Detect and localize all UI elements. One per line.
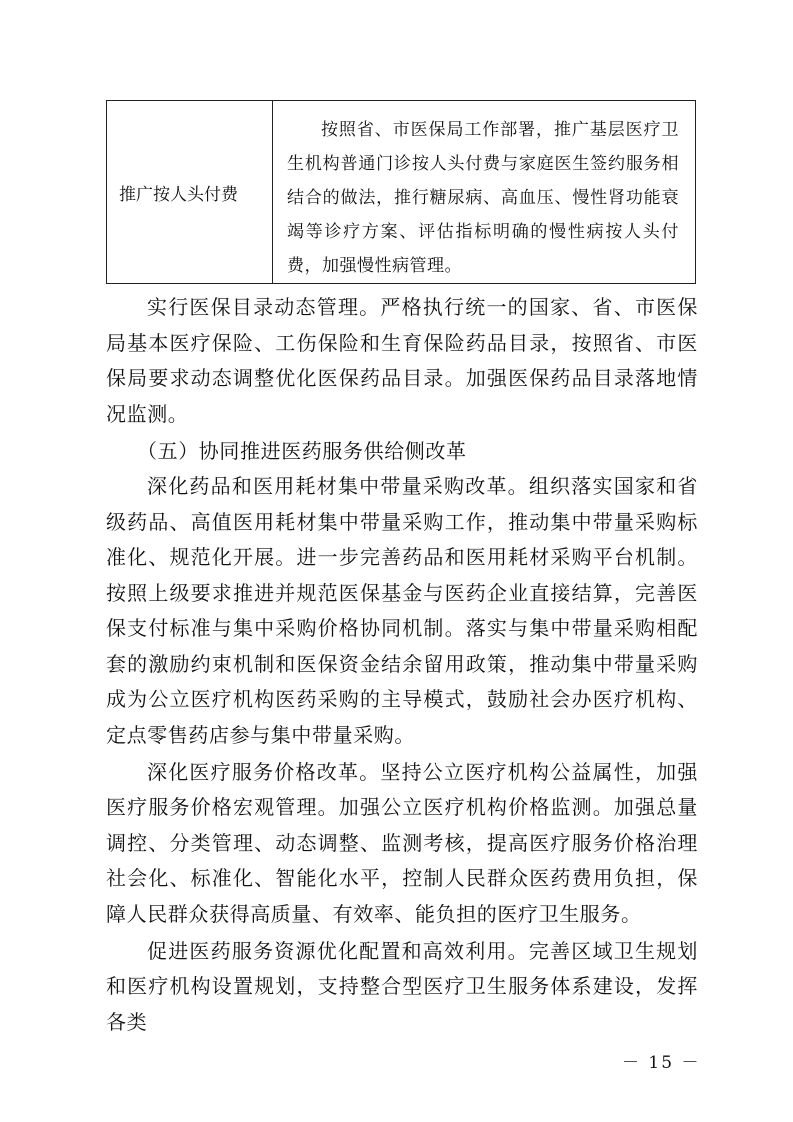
section-heading: （五）协同推进医药服务供给侧改革 — [137, 438, 467, 463]
paragraph-resource-allocation: 促进医药服务资源优化配置和高效利用。完善区域卫生规划和医疗机构设置规划，支持整合型医疗卫生服务体系建设，发挥各类 — [106, 938, 698, 1034]
paragraph-price-reform: 深化医疗服务价格改革。坚持公立医疗机构公益属性，加强医疗服务价格宏观管理。加强公立医疗机构价格监测。加强总量调控、分类管理、动态调整、监测考核，提高医疗服务价格治理社会化、标准化、智能化水平，控制人民群众医药费用负担，保障人民群众获得高质量、有效率、能负担的医疗卫生服务。 — [106, 759, 698, 926]
table-row-label: 推广按人头付费 — [107, 101, 273, 283]
policy-table — [106, 100, 696, 284]
page-number: － 15 － — [622, 1053, 701, 1073]
document-body — [106, 290, 698, 1042]
paragraph-procurement-reform: 深化药品和医用耗材集中带量采购改革。组织落实国家和省级药品、高值医用耗材集中带量采购工作，推动集中带量采购标准化、规范化开展。进一步完善药品和医用耗材采购平台机制。按照上级要求推进并规范医保基金与医药企业直接结算，完善医保支付标准与集中采购价格协同机制。落实与集中带量采购相配套的激励约束机制和医保资金结余留用政策，推动集中带量采购成为公立医疗机构医药采购的主导模式，鼓励社会办医疗机构、定点零售药店参与集中带量采购。 — [106, 474, 698, 747]
table-row-content: 按照省、市医保局工作部署，推广基层医疗卫生机构普通门诊按人头付费与家庭医生签约服务相结合的做法，推行糖尿病、高血压、慢性肾功能衰竭等诊疗方案、评估指标明确的慢性病按人头付费，加强慢性病管理。 — [287, 120, 679, 276]
paragraph-catalog-management: 实行医保目录动态管理。严格执行统一的国家、省、市医保局基本医疗保险、工伤保险和生育保险药品目录，按照省、市医保局要求动态调整优化医保药品目录。加强医保药品目录落地情况监测。 — [106, 295, 698, 426]
